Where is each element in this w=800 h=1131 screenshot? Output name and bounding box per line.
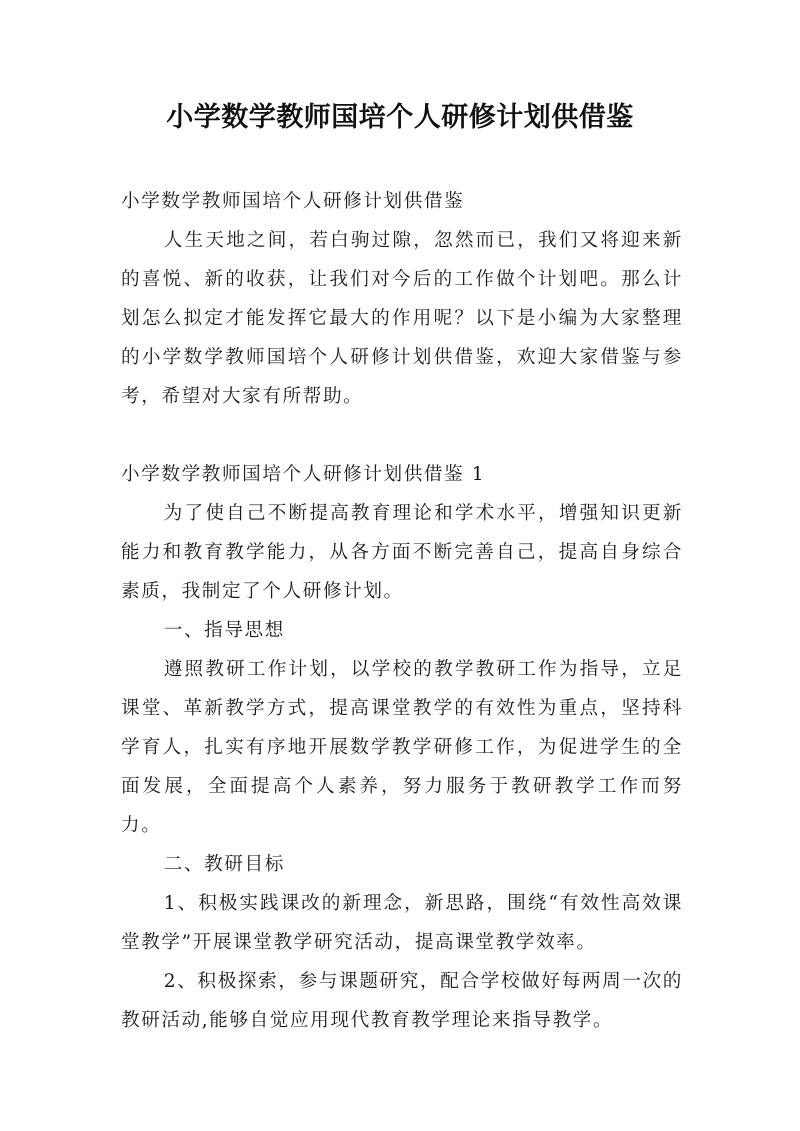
document-title: 小学数学教师国培个人研修计划供借鉴 (166, 102, 634, 133)
section1-title: 小学数学教师国培个人研修计划供借鉴 1 (121, 464, 486, 485)
goal-item-1: 1、积极实践课改的新理念，新思路，围绕“有效性高效课堂教学”开展课堂教学研究活动，提高课堂教学效率。 (121, 893, 683, 953)
heading-guiding-principle: 一、指导思想 (163, 620, 285, 641)
document-body (121, 182, 683, 1040)
heading-research-goals: 二、教研目标 (163, 854, 285, 875)
guiding-paragraph: 遵照教研工作计划，以学校的教学教研工作为指导，立足课堂、革新教学方式，提高课堂教学的有效性为重点，坚持科学育人，扎实有序地开展数学教学研修工作，为促进学生的全面发展，全面提高个人素养，努力服务于教研教学工作而努力。 (121, 659, 683, 836)
paragraph-spacer (121, 416, 683, 455)
goal-item-2: 2、积极探索，参与课题研究，配合学校做好每两周一次的教研活动,能够自觉应用现代教育教学理论来指导教学。 (121, 971, 683, 1031)
section1-paragraph: 为了使自己不断提高教育理论和学术水平，增强知识更新能力和教育教学能力，从各方面不断完善自己，提高自身综合素质，我制定了个人研修计划。 (121, 503, 683, 602)
intro-paragraph: 人生天地之间，若白驹过隙，忽然而已，我们又将迎来新的喜悦、新的收获，让我们对今后的工作做个计划吧。那么计划怎么拟定才能发挥它最大的作用呢？以下是小编为大家整理的小学数学教师国培个人研修计划供借鉴，欢迎大家借鉴与参考，希望对大家有所帮助。 (121, 230, 683, 407)
subtitle-line: 小学数学教师国培个人研修计划供借鉴 (121, 191, 465, 212)
